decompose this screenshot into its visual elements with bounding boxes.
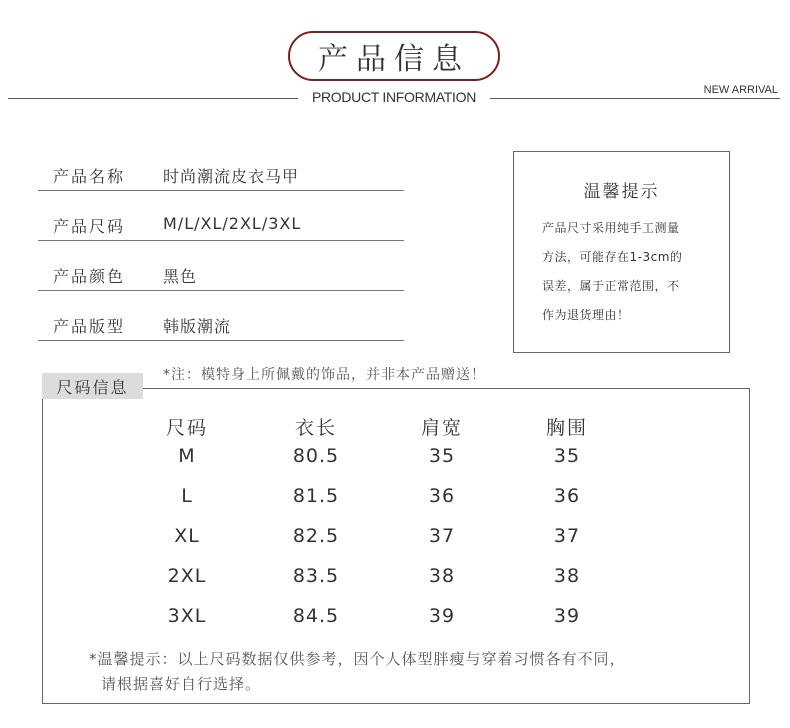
tip-line: 产品尺寸采用纯手工测量 [542, 221, 680, 235]
size-cell: 36 [553, 485, 581, 507]
size-cell: 38 [553, 565, 581, 587]
size-cell: 38 [428, 565, 456, 587]
info-row-name [38, 164, 404, 191]
tip-line: 误差，属于正常范围，不 [542, 279, 680, 293]
info-value: 黑色 [163, 267, 198, 286]
info-row-size [38, 214, 404, 241]
header-rule-left [8, 98, 298, 99]
footnote-line: *温馨提示：以上尺码数据仅供参考，因个人体型胖瘦与穿着习惯各有不同， [89, 650, 626, 668]
size-cell: 36 [428, 485, 456, 507]
size-cell: 35 [553, 445, 581, 467]
size-cell: 80.5 [292, 445, 340, 467]
info-value: M/L/XL/2XL/3XL [163, 214, 302, 233]
size-cell: 37 [553, 525, 581, 547]
model-accessory-note: *注：模特身上所佩戴的饰品，并非本产品赠送！ [163, 367, 486, 383]
size-cell: 3XL [167, 605, 207, 627]
tip-line: 方法，可能存在1-3cm的 [542, 250, 683, 264]
page-title: 产品信息 [288, 31, 500, 81]
size-cell: XL [174, 525, 200, 547]
info-row-color [38, 264, 404, 291]
size-cell: 37 [428, 525, 456, 547]
size-cell: 39 [553, 605, 581, 627]
size-header: 衣长 [294, 417, 337, 439]
new-arrival-badge: NEW ARRIVAL [703, 84, 778, 96]
size-section-tab: 尺码信息 [42, 373, 143, 399]
info-label: 产品颜色 [53, 267, 126, 286]
tip-line: 作为退货理由！ [542, 308, 630, 322]
size-cell: 2XL [167, 565, 207, 587]
info-value: 韩版潮流 [163, 317, 232, 336]
size-cell: 84.5 [292, 605, 340, 627]
info-row-fit [38, 314, 404, 341]
info-label: 产品尺码 [53, 217, 126, 236]
size-cell: 83.5 [292, 565, 340, 587]
size-header: 尺码 [165, 417, 208, 439]
info-label: 产品版型 [53, 317, 126, 336]
tip-title: 温馨提示 [583, 182, 660, 202]
header-rule-right [490, 98, 780, 99]
size-footnote [89, 647, 626, 697]
size-cell: 82.5 [292, 525, 340, 547]
size-cell: 35 [428, 445, 456, 467]
tip-box [513, 151, 730, 353]
page-subtitle: PRODUCT INFORMATION [311, 89, 477, 105]
info-value: 时尚潮流皮衣马甲 [163, 167, 300, 186]
size-cell: L [181, 485, 193, 507]
size-cell: 81.5 [292, 485, 340, 507]
tip-text [542, 214, 712, 330]
size-cell: 39 [428, 605, 456, 627]
footnote-line: 请根据喜好自行选择。 [101, 675, 262, 693]
info-label: 产品名称 [53, 167, 126, 186]
size-cell: M [178, 445, 196, 467]
size-header: 肩宽 [420, 417, 463, 439]
size-table [42, 388, 750, 704]
size-header: 胸围 [545, 417, 588, 439]
